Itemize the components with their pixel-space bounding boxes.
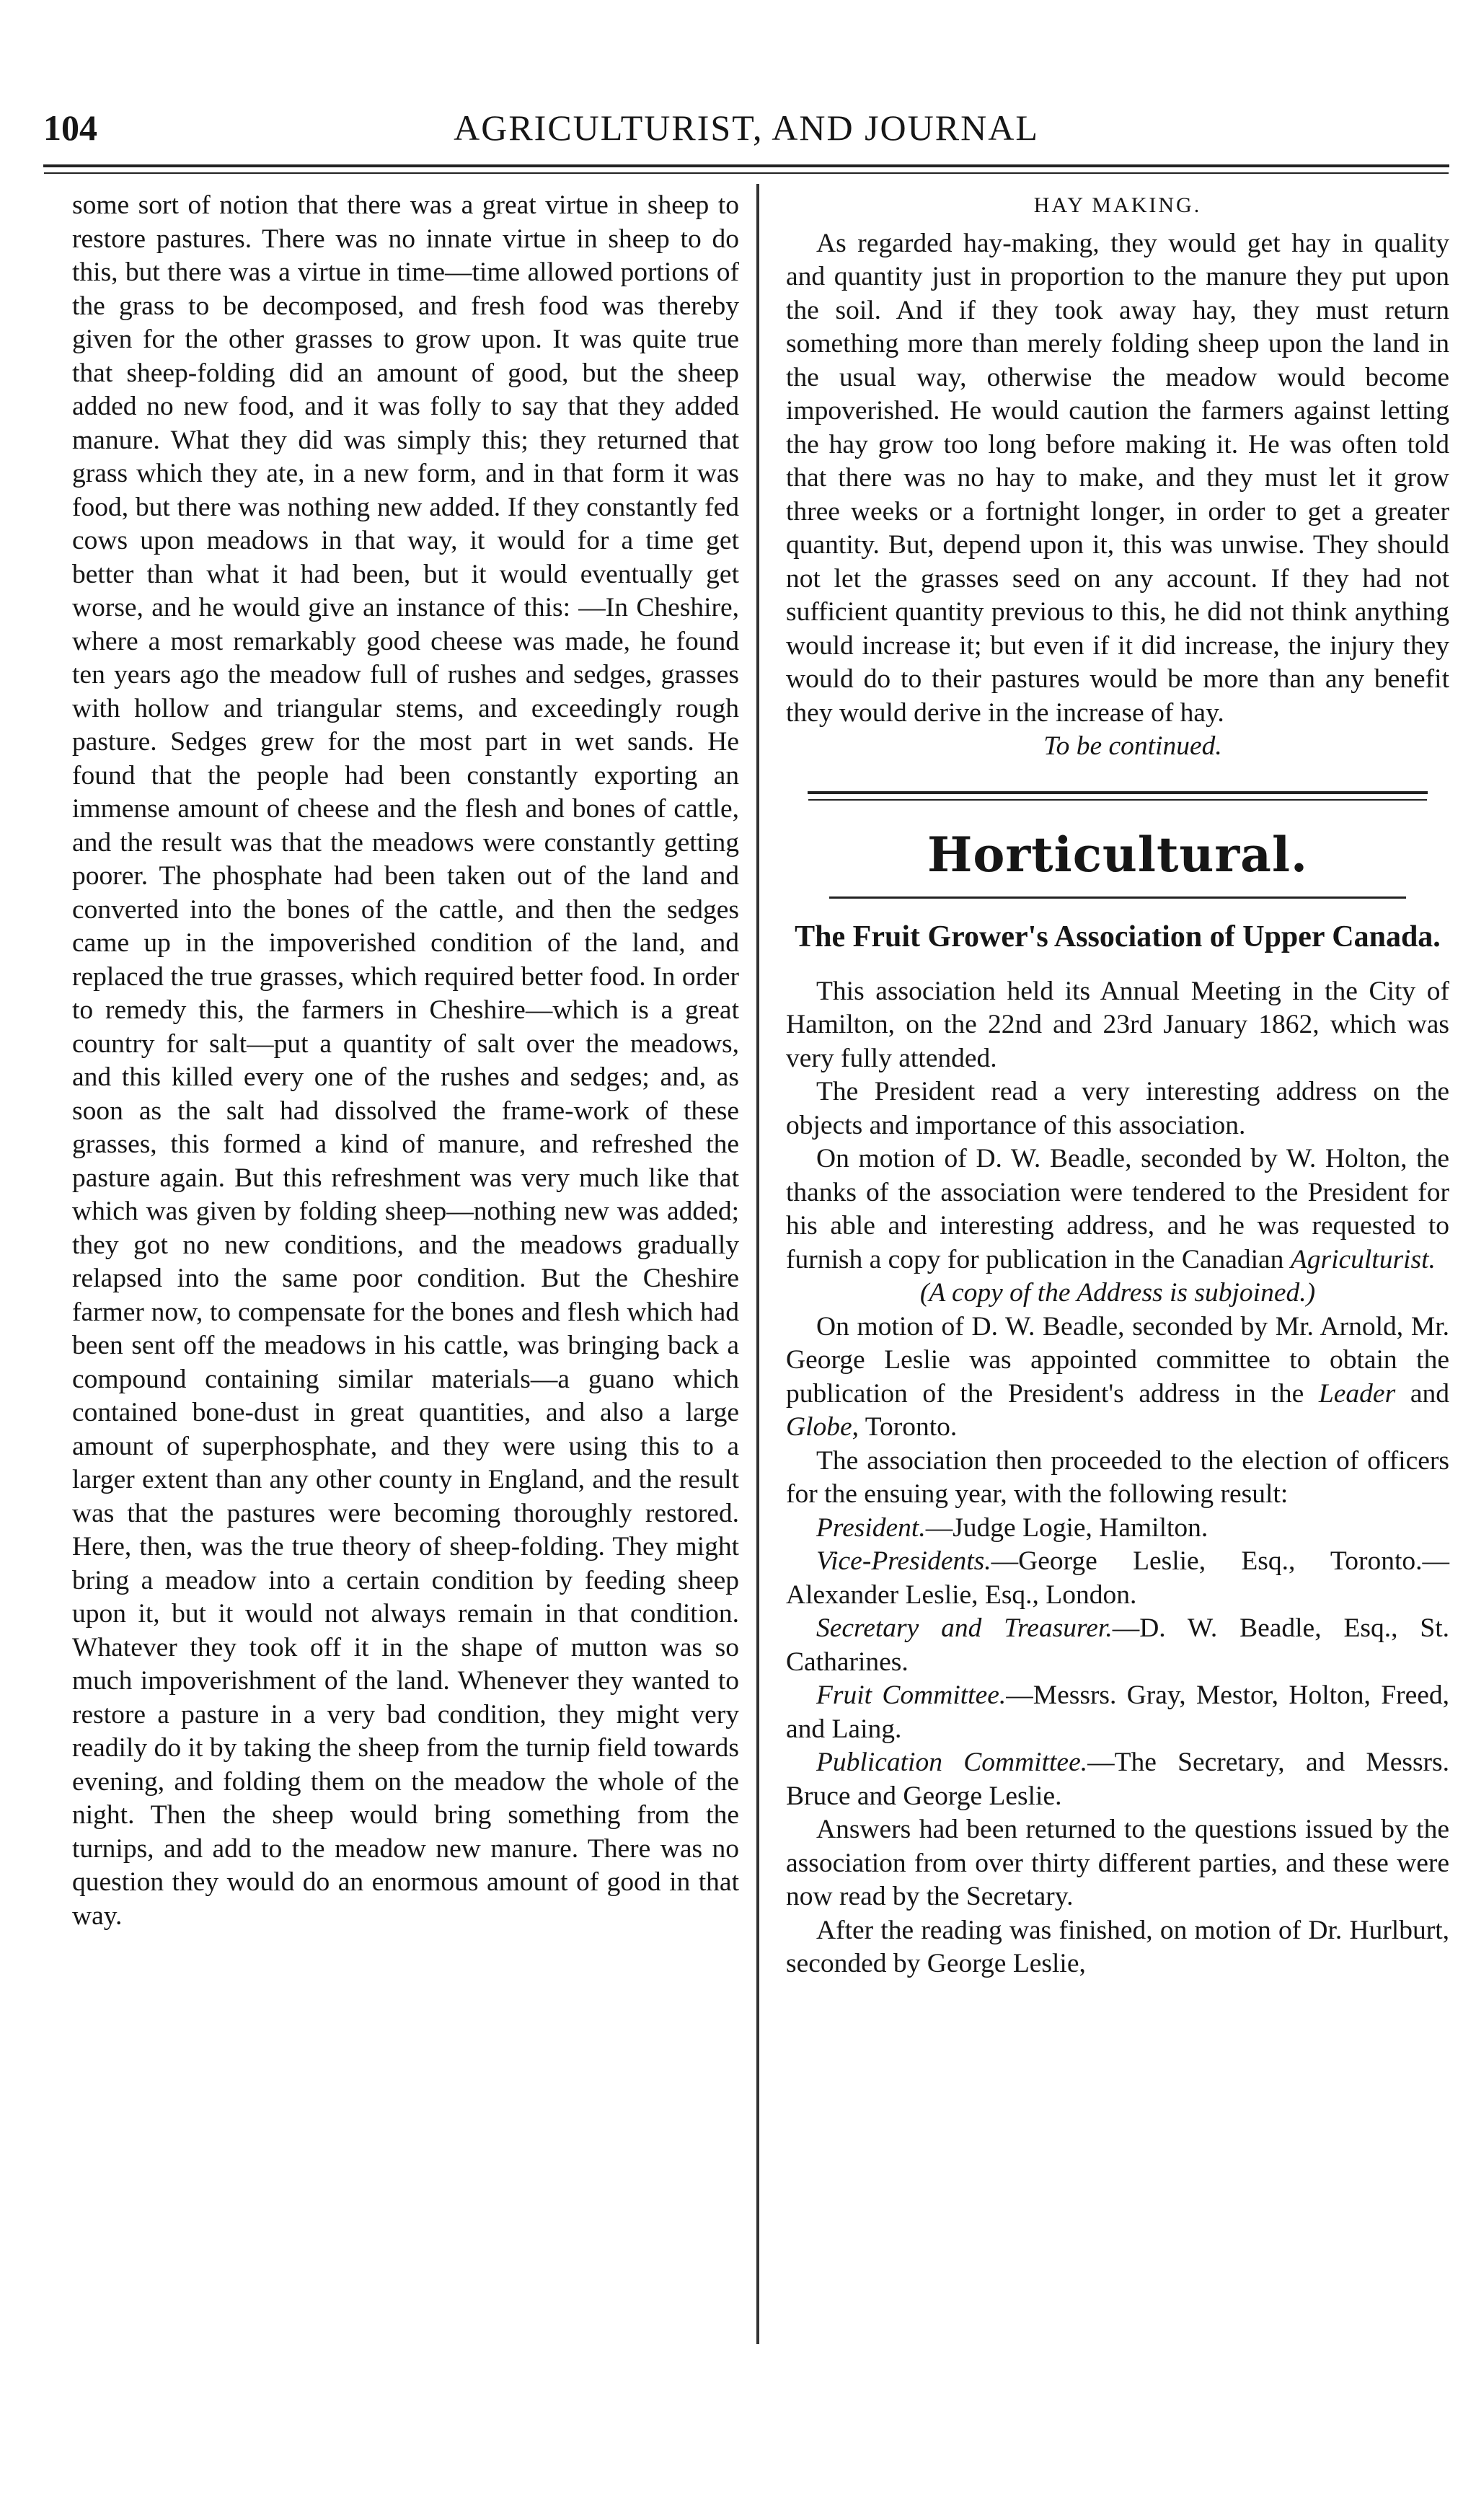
article-paragraph (786, 1310, 1449, 1445)
officer-text: —D. W. Beadle, Esq., St. Catharines. (786, 1613, 1449, 1677)
italic-title-agriculturist: Agriculturist. (1290, 1244, 1436, 1274)
header-double-rule (43, 164, 1449, 167)
article-heading: The Fruit Grower's Association of Upper Canada. (795, 920, 1441, 953)
officer-label: Vice-Presidents. (816, 1546, 991, 1576)
officer-entry (786, 1612, 1449, 1679)
officer-text: —Messrs. Gray, Mestor, Holton, Freed, and Laing. (786, 1680, 1449, 1744)
officer-text: —Judge Logie, Hamilton. (925, 1512, 1208, 1543)
article-paragraph: After the reading was finished, on motion of Dr. Hurlburt, seconded by George Leslie, (786, 1915, 1449, 1978)
officer-label: Publication Committee. (816, 1748, 1088, 1777)
article-paragraph: Answers had been returned to the questions issued by the association from over thirty different parties, and these were now read by the Secretary. (786, 1815, 1449, 1911)
article-paragraph (786, 1142, 1449, 1277)
section-short-rule (829, 896, 1406, 899)
paragraph-text: and (1395, 1378, 1449, 1409)
article-paragraph: The association then proceeded to the election of officers for the ensuing year, with the following result: (786, 1445, 1449, 1509)
officer-entry (786, 1679, 1449, 1746)
officers-list (786, 1512, 1449, 1814)
officer-text: —George Leslie, Esq., Toronto.—Alexander Leslie, Esq., London. (786, 1546, 1449, 1610)
officer-text: —The Secretary, and Messrs. Bruce and George Leslie. (786, 1748, 1449, 1811)
italic-title-globe: Globe (786, 1412, 852, 1442)
italic-title-leader: Leader (1318, 1378, 1396, 1409)
officer-entry (786, 1512, 1449, 1546)
hay-making-paragraph: As regarded hay-making, they would get hay in quality and quantity just in proportion to the manure they put upon the soil. And if they took away hay, they must return something more than merely folding sheep upon the land in the usual way, otherwise the meadow would become impoverished. He would caution the farmers against letting the hay grow too long before making it. He was often told that there was no hay to make, and they must let it grow three weeks or a fortnight longer, in order to get a greater quantity. But, depend upon it, this was unwise. They should not let the grasses seed on any account. If they had not sufficient quantity previous to this, he did not think anything would increase it; but even if it did increase, the injury they would do to their pastures would be more than any benefit they would derive in the increase of hay. (786, 228, 1449, 728)
hay-making-heading: HAY MAKING. (1033, 193, 1202, 217)
left-column (72, 189, 739, 1933)
address-note: (A copy of the Address is subjoined.) (919, 1278, 1316, 1308)
section-heading-horticultural: Horticultural. (927, 826, 1308, 883)
left-column-paragraph: some sort of notion that there was a great virtue in sheep to restore pastures. There was no innate virtue in sheep to do this, but there was a virtue in time—time allowed portions of the grass to be decomposed, and fresh food was thereby given for the other grasses to grow upon. It was quite true that sheep-folding did an amount of good, but the sheep added no new food, and it was folly to say that they added manure. What they did was simply this; they returned that grass which they ate, in a new form, and in that form it was food, but there was nothing new added. If they constantly fed cows upon meadows in that way, it would for a time get better than what it had been, but it would eventually get worse, and he would give an instance of this: —In Cheshire, where a most remarkably good cheese was made, he found ten years ago the meadow full of rushes and sedges, grasses with hollow and triangular stems, and exceedingly rough pasture. Sedges grew for the most part in wet sands. He found that the people had been constantly exporting an immense amount of cheese and the flesh and bones of cattle, and the result was that the meadows were constantly getting poorer. The phosphate had been taken out of the land and converted into the bones of the cattle, and then the sedges came up in the impoverished condition of the land, and replaced the true grasses, which required better food. In order to remedy this, the farmers in Cheshire—which is a great country for salt—put a quantity of salt over the meadows, and this killed every one of the rushes and sedges; and, as soon as the salt had dissolved the frame-work of these grasses, this formed a kind of manure, and refreshed the pasture again. But this refreshment was very much like that which was given by folding sheep—nothing new was added; they got no new conditions, and the meadows gradually relapsed into the same poor condition. But the Cheshire farmer now, to compensate for the bones and flesh which had been sent off the meadows in his cattle, was bringing back a compound containing similar materials—a guano which contained bone-dust in great quantities, and also a large amount of superphosphate, and they were using this to a larger extent than any other county in England, and the result was that the pastures were becoming thoroughly restored. Here, then, was the true theory of sheep-folding. They might bring a meadow into a certain condition by feeding sheep upon it, but it would not always remain in that condition. Whatever they took off it in the shape of mutton was so much impoverishment of the land. Whenever they wanted to restore a pasture in a very bad condition, they might very readily do it by taking the sheep from the turnip field towards evening, and folding them on the meadow the whole of the night. Then the sheep would bring something from the turnips, and add to the meadow new manure. There was no question they would do an enormous amount of good in that way. (72, 190, 739, 1931)
paragraph-text: On motion of D. W. Beadle, seconded by Mr. Arnold, Mr. George Leslie was appointed committee to obtain the publication of the President's address in the (786, 1311, 1449, 1409)
to-be-continued: To be continued. (1043, 731, 1222, 761)
paragraph-text: , Toronto. (852, 1412, 958, 1442)
article-paragraph: The President read a very interesting address on the objects and importance of this association. (786, 1077, 1449, 1140)
page-header (43, 107, 1449, 157)
page-number: 104 (43, 107, 97, 148)
article-paragraph: This association held its Annual Meeting in the City of Hamilton, on the 22nd and 23rd January 1862, which was very fully attended. (786, 976, 1449, 1073)
column-divider (756, 184, 759, 2344)
officer-entry (786, 1746, 1449, 1813)
paragraph-text: On motion of D. W. Beadle, seconded by W. Holton, the thanks of the association were tendered to the President for his able and interesting address, and he was requested to furnish a copy for publication in the Canadian (786, 1144, 1449, 1274)
officer-label: Fruit Committee. (816, 1680, 1007, 1710)
officer-entry (786, 1545, 1449, 1612)
section-double-rule (808, 791, 1428, 794)
running-head: AGRICULTURIST, AND JOURNAL (454, 107, 1039, 148)
officer-label: President. (816, 1512, 926, 1543)
right-column (786, 189, 1449, 1981)
officer-label: Secretary and Treasurer. (816, 1613, 1113, 1643)
